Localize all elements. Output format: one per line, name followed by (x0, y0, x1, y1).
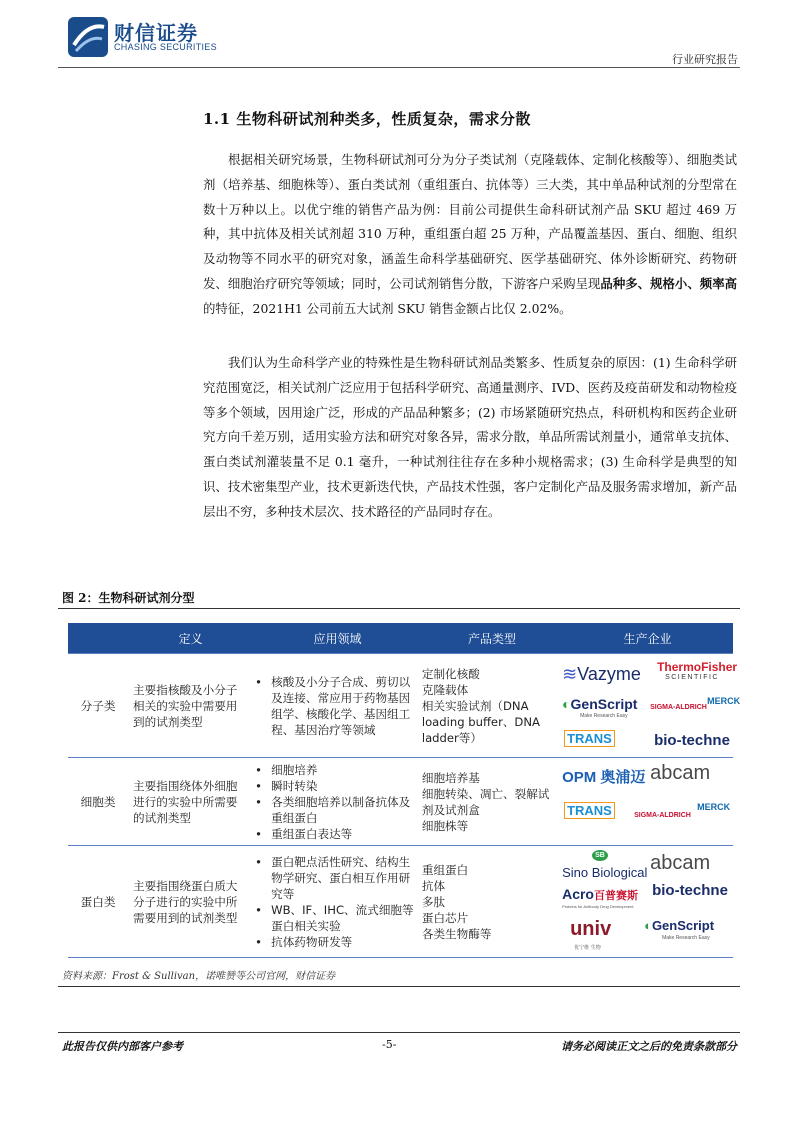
product-item: 细胞转染、凋亡、裂解试剂及试剂盒 (421, 786, 550, 817)
figure-top-divider (58, 608, 740, 609)
paragraph-1 (203, 148, 737, 322)
product-item: 重组蛋白 (421, 862, 469, 877)
row-definition: 主要指围绕蛋白质大分子进行的实验中所需要用到的试剂类型 (128, 846, 253, 958)
product-item: 各类生物酶等 (421, 926, 492, 941)
genscript-tagline: Make Research Easy (580, 712, 628, 719)
paragraph-2-text: 我们认为生命科学产业的特殊性是生物科研试剂品类繁多、性质复杂的原因：(1) 生命科学研究范围宽泛，相关试剂广泛应用于包括科学研究、高通量测序、IVD、医药及疫苗研发和动物检疫等多个领域，因用途广泛，形成的产品品种繁多；(2) 市场紧随研究热点，科研机构和医药企业研究方向千差万别，适用实验方法和研究对象各异，需求分散，单品所需试剂量小，通常单支抗体、蛋白类试剂灌装量不足 0.1 毫升，一种试剂往往存在多种小规格需求；(3) 生命科学是典型的知识、技术密集型产业，技术更新迭代快，产品技术性强，客户定制化产品及服务需求增加，新产品层出不穷，多种技术层次、技术路径的产品同时存在。 (203, 355, 737, 519)
paragraph-1-text-a: 根据相关研究场景，生物科研试剂可分为分子类试剂（克隆载体、定制化核酸等）、细胞类试剂（培养基、细胞株等）、蛋白类试剂（重组蛋白、抗体等）三大类，其中单品种试剂的分型常在数十万种以上。以优宁维的销售产品为例：目前公司提供生命科研试剂产品 SKU 超过 469 万种，其中抗体及相关试剂超 310 万种，重组蛋白超 25 万种，产品覆盖基因、蛋白、细胞、组织及动物等不同水平的研究对象，涵盖生命科学基础研究、医学基础研究、体外诊断研究、药物研发、细胞治疗研究等领域；同时，公司试剂销售分散，下游客户采购呈现 (203, 152, 737, 291)
product-item: 定制化核酸 (421, 666, 480, 681)
row-category: 蛋白类 (68, 846, 128, 958)
sigma-aldrich-logo: SIGMA-ALDRICH (634, 811, 691, 819)
genscript-logo: ◐GenScript (644, 917, 715, 933)
product-item: 蛋白芯片 (421, 910, 469, 925)
paragraph-1-highlight: 品种多、规格小、频率高 (600, 275, 738, 291)
report-type-label: 行业研究报告 (672, 53, 738, 66)
figure-title: 图 2：生物科研试剂分型 (62, 591, 195, 605)
product-item: 细胞株等 (421, 818, 469, 833)
sigma-aldrich-logo: SIGMA-ALDRICH (650, 703, 707, 711)
table-row (68, 758, 733, 846)
row-applications (253, 758, 422, 846)
row-products (422, 758, 562, 846)
footer-divider (58, 1032, 740, 1033)
reagent-classification-table (68, 623, 741, 958)
bio-techne-logo: bio-techne (654, 731, 730, 749)
logo-text-en: CHASING SECURITIES (114, 42, 217, 52)
application-item: • 抗体药物研发等 (271, 934, 418, 950)
figure-source: 资料来源：Frost & Sullivan，诺唯赞等公司官网，财信证券 (62, 971, 336, 982)
header-divider (58, 67, 740, 68)
product-item: 相关实验试剂（DNA loading buffer、DNA ladder等） (421, 698, 540, 745)
thermofisher-logo: ThermoFisher (657, 659, 738, 674)
thermofisher-tagline: SCIENTIFIC (665, 673, 719, 681)
trans-logo: TRANS (564, 802, 615, 819)
table-header-cell: 生产企业 (562, 623, 733, 654)
product-item: 细胞培养基 (421, 770, 480, 785)
row-products (422, 654, 562, 758)
paragraph-2 (203, 351, 737, 525)
abcam-logo: abcam (650, 851, 711, 874)
application-item: • 蛋白靶点活性研究、结构生物学研究、蛋白相互作用研究等 (271, 854, 418, 902)
application-item: • 细胞培养 (271, 762, 418, 778)
product-item: 抗体 (421, 878, 446, 893)
vazyme-logo: ≋Vazyme (562, 663, 641, 684)
row-category: 细胞类 (68, 758, 128, 846)
footer-disclaimer-right: 请务必阅读正文之后的免责条款部分 (561, 1040, 737, 1053)
sino-biological-badge: SB (592, 850, 608, 861)
table-header-cell: 产品类型 (422, 623, 562, 654)
product-item: 克隆载体 (421, 682, 469, 697)
application-item: • 瞬时转染 (271, 778, 418, 794)
table-header-row (68, 623, 733, 654)
merck-logo: MERCK (707, 695, 741, 706)
sino-biological-logo: Sino Biological (562, 864, 648, 880)
univ-tagline-cn: 优宁维 生物 (574, 944, 601, 951)
application-item: • 核酸及小分子合成、剪切以及连接、常应用于药物基因组学、核酸化学、基因组工程、基因治疗等领域 (271, 674, 418, 738)
source-divider (58, 986, 740, 987)
trans-logo: TRANS (564, 730, 615, 747)
row-definition: 主要指围绕体外细胞进行的实验中所需要的试剂类型 (128, 758, 253, 846)
genscript-logo: ◐GenScript (562, 695, 638, 712)
acro-tagline: Proteins for Antibody Drug Development (562, 903, 634, 909)
bio-techne-logo: bio-techne (652, 881, 728, 899)
application-item: • 各类细胞培养以制备抗体及重组蛋白 (271, 794, 418, 826)
page-number: -5- (382, 1038, 397, 1051)
row-companies (562, 758, 733, 846)
application-item: • 重组蛋白表达等 (271, 826, 418, 842)
section-title: 1.1 生物科研试剂种类多，性质复杂，需求分散 (203, 110, 531, 128)
row-applications (253, 654, 422, 758)
row-products (422, 846, 562, 958)
merck-logo: MERCK (697, 801, 731, 812)
genscript-tagline: Make Research Easy (662, 934, 710, 941)
row-category: 分子类 (68, 654, 128, 758)
table-row (68, 654, 733, 758)
table-header-cell (68, 623, 128, 654)
footer-disclaimer-left: 此报告仅供内部客户参考 (62, 1040, 183, 1053)
table-row (68, 846, 733, 958)
logo-text-cn: 财信证券 (114, 21, 198, 45)
row-companies (562, 846, 733, 958)
product-item: 多肽 (421, 894, 446, 909)
opm-logo: OPM 奥浦迈 (562, 767, 646, 786)
paragraph-1-text-b: 的特征，2021H1 公司前五大试剂 SKU 销售金额占比仅 2.02%。 (203, 300, 572, 316)
row-definition: 主要指核酸及小分子相关的实验中需要用到的试剂类型 (128, 654, 253, 758)
row-applications (253, 846, 422, 958)
chasing-securities-logo-icon (66, 15, 110, 59)
table-header-cell: 应用领域 (253, 623, 422, 654)
row-companies (562, 654, 741, 758)
acro-logo: Acro百普赛斯 (562, 885, 638, 902)
univ-logo: univ (570, 917, 612, 940)
application-item: • WB、IF、IHC、流式细胞等蛋白相关实验 (271, 902, 418, 934)
abcam-logo: abcam (650, 761, 711, 784)
table-header-cell: 定义 (128, 623, 253, 654)
